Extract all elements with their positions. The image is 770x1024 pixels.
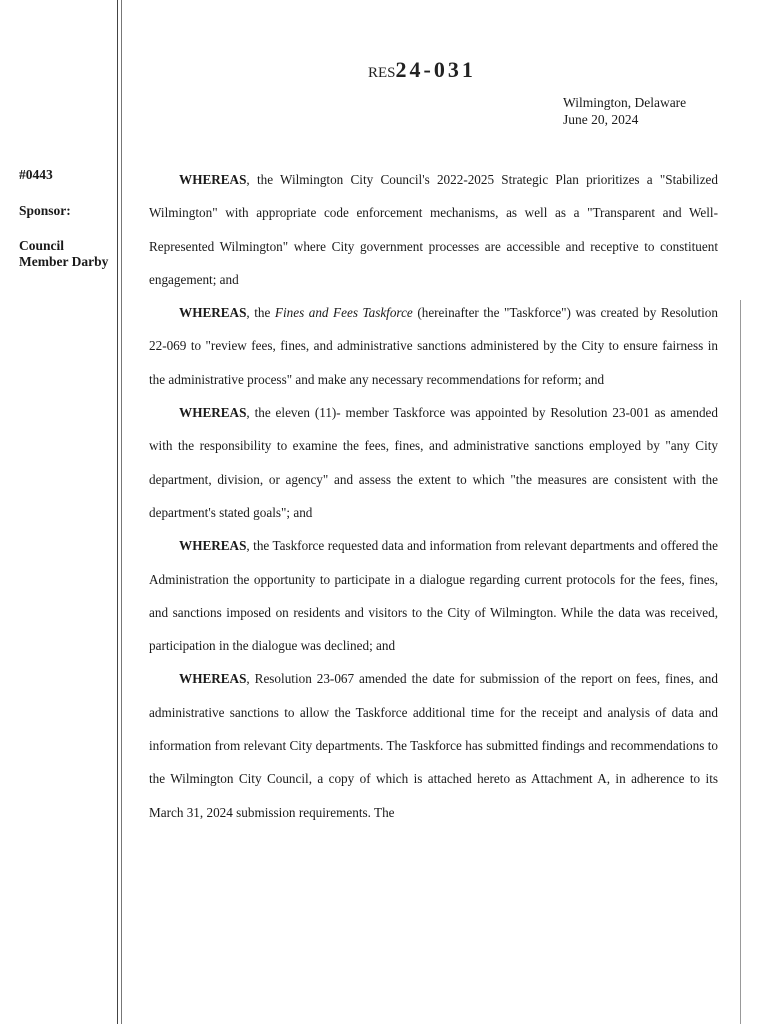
margin-rule-line-inner <box>121 0 122 1024</box>
city-line: Wilmington, Delaware <box>563 95 687 110</box>
paragraph-text: , Resolution 23-067 amended the date for submission of the report on fees, fines, and administrative sanctions to allow the Taskforce additional time for the receipt and analysis of data and information from relevant City departments. The Taskforce has submitted findings and recommendations to the Wilmington City Council, a copy of which is attached hereto as Attachment A, in adherence to its March 31, 2024 submission requirements. The <box>149 671 718 820</box>
whereas-paragraph-2 <box>149 296 718 396</box>
resolution-prefix: RES <box>368 65 396 81</box>
whereas-lead: WHEREAS <box>179 538 247 554</box>
resolution-body <box>149 163 718 829</box>
taskforce-name: Fines and Fees Taskforce <box>274 305 413 321</box>
right-edge-line <box>740 300 741 1024</box>
paragraph-text: , the eleven (11)- member Taskforce was appointed by Resolution 23-001 as amended with the responsibility to examine the fees, fines, and administrative sanctions employed by "any City department, division, or agency" and assess the extent to which "the measures are consistent with the department's stated goals"; and <box>149 405 718 520</box>
resolution-number <box>368 57 476 83</box>
place-and-date <box>563 94 686 128</box>
paragraph-text: , the Taskforce requested data and information from relevant departments and offered the Administration the opportunity to participate in a dialogue regarding current protocols for the fees, fines, and sanctions imposed on residents and visitors to the City of Wilmington. While the data was received, participation in the dialogue was declined; and <box>149 538 718 654</box>
whereas-lead: WHEREAS <box>179 172 247 187</box>
whereas-paragraph-5 <box>149 662 718 828</box>
whereas-lead: WHEREAS <box>179 305 247 321</box>
date-line: June 20, 2024 <box>563 112 639 127</box>
whereas-lead: WHEREAS <box>179 671 247 687</box>
whereas-lead: WHEREAS <box>179 405 247 421</box>
sponsor-label: Sponsor: <box>19 203 71 218</box>
agenda-number: #0443 <box>19 167 53 182</box>
paragraph-text: , the Wilmington City Council's 2022-2025 Strategic Plan prioritizes a "Stabilized Wilmington" with appropriate code enforcement mechanisms, as well as a "Transparent and Well-Represented Wilmington" where City government processes are accessible and receptive to constituent engagement; and <box>149 172 718 287</box>
paragraph-text-pre: , the <box>246 305 275 321</box>
whereas-paragraph-3 <box>149 396 718 529</box>
resolution-number-value: 24-031 <box>395 57 476 82</box>
margin-rule-line <box>117 0 118 1024</box>
paragraph-text: (hereinafter the "Taskforce") was created by Resolution 22-069 to "review fees, fines, and administrative sanctions administered by the City to ensure fairness in the administrative process" and make any necessary recommendations for reform; and <box>149 305 718 387</box>
whereas-paragraph-4 <box>149 529 718 662</box>
sponsor-name: Council Member Darby <box>19 238 109 269</box>
whereas-paragraph-1 <box>149 163 718 296</box>
